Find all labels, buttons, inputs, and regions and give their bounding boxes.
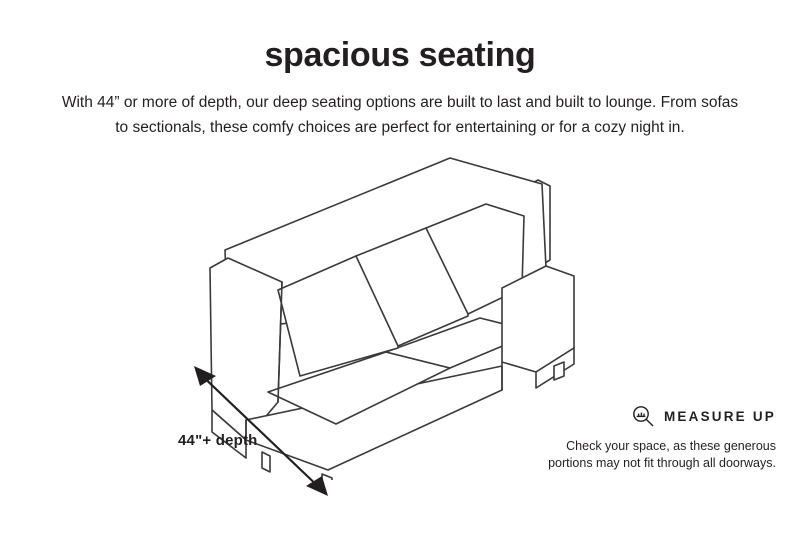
measure-up-title: MEASURE UP	[663, 408, 776, 424]
magnifier-measure-icon	[631, 404, 655, 428]
measure-up-body: Check your space, as these generous portions may not fit through all doorways.	[548, 439, 776, 470]
page-subhead: With 44” or more of depth, our deep seating options are built to last and built to lounge. From sofas to sectionals, these comfy choices are perfect for entertaining or for a cozy night in.	[61, 94, 739, 136]
depth-label: 44"+ depth	[178, 432, 258, 449]
measure-up-callout	[546, 404, 776, 472]
page-title: spacious seating	[264, 36, 536, 74]
